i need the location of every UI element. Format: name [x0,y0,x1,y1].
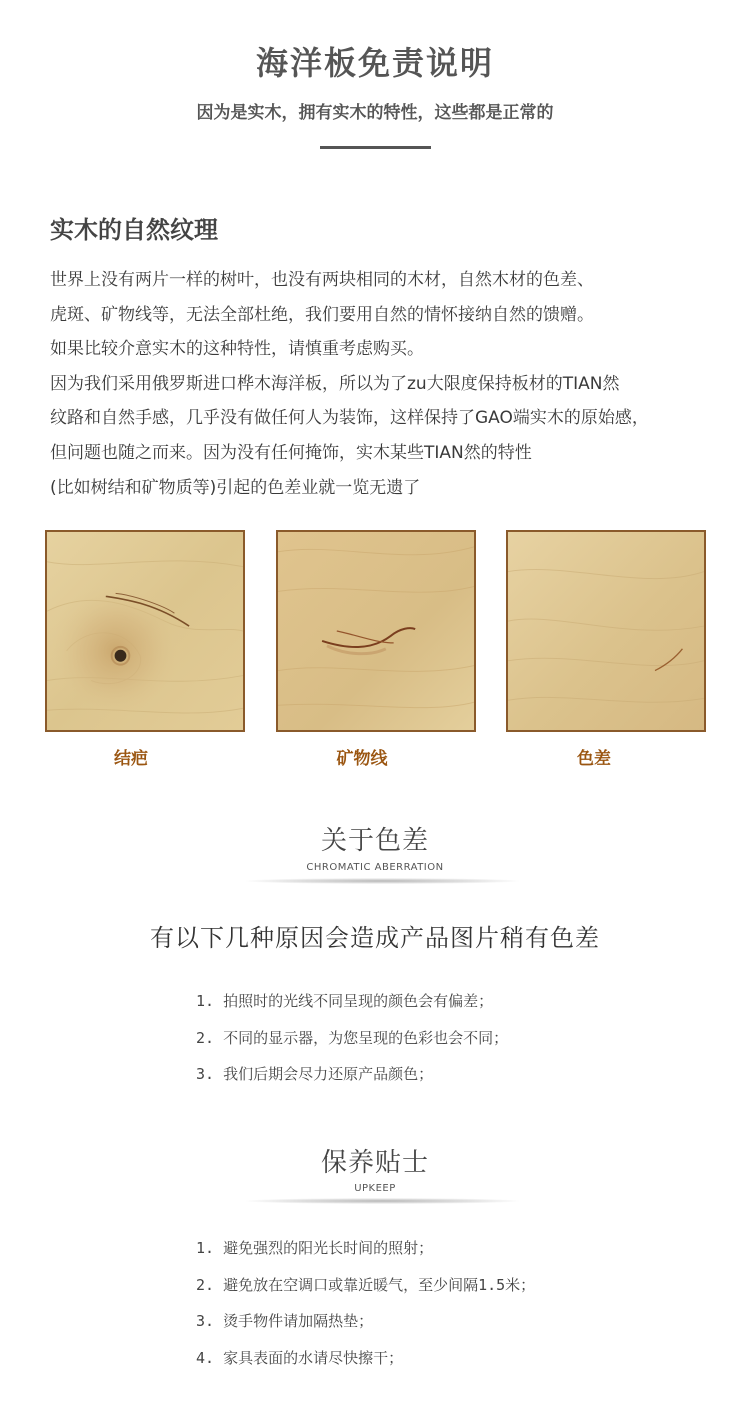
mineral-line-label: 矿物线 [336,749,388,769]
paragraph-line: 世界上没有两片一样的树叶，也没有两块相同的木材，自然木材的色差、 [50,270,594,290]
list-item: 4. 家具表面的水请尽快擦干； [196,1348,404,1367]
paragraph-line: 但问题也随之而来。因为没有任何掩饰，实木某些TIAN然的特性 [50,442,532,463]
natural-grain-paragraph [50,263,750,505]
color-difference-image [506,530,706,732]
upkeep-divider [245,1198,520,1204]
upkeep-list [196,1230,535,1376]
chromatic-list [196,983,508,1093]
mineral-line-image [276,530,476,732]
wood-knot-image [45,530,245,732]
list-item: 3. 我们后期会尽力还原产品颜色； [196,1065,434,1083]
chromatic-lead: 有以下几种原因会造成产品图片稍有色差 [150,924,600,952]
list-item: 1. 避免强烈的阳光长时间的照射； [196,1239,434,1257]
chromatic-subheading: CHROMATIC ABERRATION [306,862,444,873]
list-item: 2. 不同的显示器，为您呈现的色彩也会不同； [196,1028,509,1047]
page-subtitle: 因为是实木，拥有实木的特性，这些都是正常的 [196,103,554,123]
list-item: 2. 避免放在空调口或靠近暖气，至少间隔1.5米； [196,1275,536,1294]
paragraph-line: 因为我们采用俄罗斯进口桦木海洋板，所以为了zu大限度保持板材的TIAN然 [50,373,620,394]
paragraph-line: 纹路和自然手感，几乎没有做任何人为装饰，这样保持了GAO端实木的原始感， [50,408,649,429]
paragraph-line: (比如树结和矿物质等)引起的色差业就一览无遗了 [50,477,421,498]
page-title: 海洋板免责说明 [255,44,494,82]
paragraph-line: 如果比较介意实木的这种特性，请慎重考虑购买。 [50,339,424,360]
natural-grain-heading: 实木的自然纹理 [50,216,218,244]
chromatic-divider [245,878,520,884]
color-difference-label: 色差 [577,749,611,769]
knot-label: 结疤 [114,749,148,769]
upkeep-heading: 保养贴士 [320,1148,429,1178]
paragraph-line: 虎斑、矿物线等，无法全部杜绝，我们要用自然的情怀接纳自然的馈赠。 [50,304,594,325]
title-divider [320,146,431,149]
list-item: 1. 拍照时的光线不同呈现的颜色会有偏差； [196,992,494,1010]
chromatic-heading: 关于色差 [320,826,429,856]
list-item: 3. 烫手物件请加隔热垫； [196,1312,374,1330]
upkeep-subheading: UPKEEP [354,1183,396,1194]
